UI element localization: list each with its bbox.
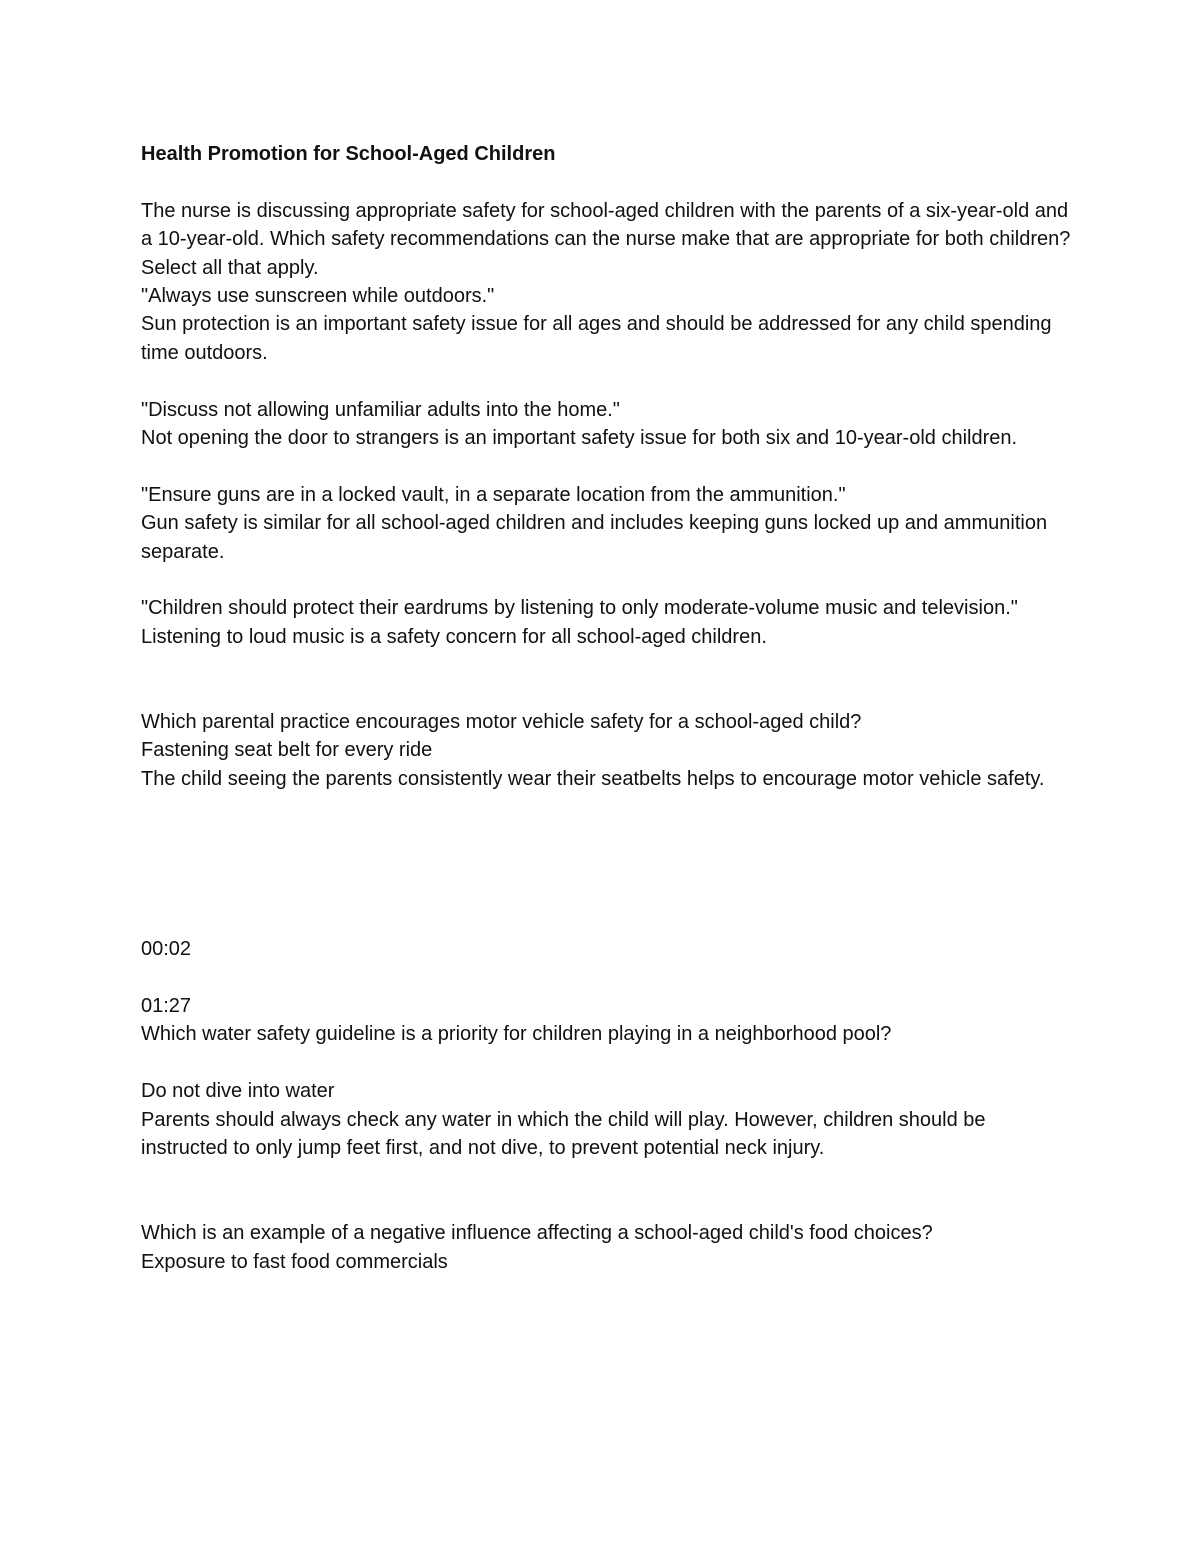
rationale-1-1: Sun protection is an important safety issue for all ages and should be addressed for any child spending time outdoors. xyxy=(141,313,1052,364)
answer-2: Fastening seat belt for every ride xyxy=(141,739,433,762)
timestamp: 00:02 xyxy=(141,938,192,961)
spacer xyxy=(141,452,1071,480)
answer-1-4: "Children should protect their eardrums by listening to only moderate-volume music and television." xyxy=(141,597,1018,620)
rationale-1-4: Listening to loud music is a safety concern for all school-aged children. xyxy=(141,625,767,648)
spacer xyxy=(141,793,1071,935)
spacer xyxy=(141,1162,1071,1219)
spacer xyxy=(141,964,1071,992)
question-3: Which water safety guideline is a priority for children playing in a neighborhood pool? xyxy=(141,1023,892,1046)
document-title: Health Promotion for School-Aged Children xyxy=(141,143,556,165)
document-page xyxy=(141,140,1071,1276)
rationale-1-2: Not opening the door to strangers is an important safety issue for both six and 10-year-old children. xyxy=(141,427,1018,450)
timestamp: 01:27 xyxy=(141,995,192,1018)
question-4: Which is an example of a negative influence affecting a school-aged child's food choices? xyxy=(141,1222,933,1245)
answer-1-1: "Always use sunscreen while outdoors." xyxy=(141,285,495,308)
rationale-1-3: Gun safety is similar for all school-aged children and includes keeping guns locked up and ammunition separate. xyxy=(141,512,1048,563)
spacer xyxy=(141,168,1071,196)
answer-4: Exposure to fast food commercials xyxy=(141,1250,448,1273)
question-2: Which parental practice encourages motor vehicle safety for a school-aged child? xyxy=(141,711,862,734)
rationale-3: Parents should always check any water in which the child will play. However, children should be instructed to only jump feet first, and not dive, to prevent potential neck injury. xyxy=(141,1108,986,1160)
question-1: The nurse is discussing appropriate safety for school-aged children with the parents of a six-year-old and a 10-year-old. Which safety recommendations can the nurse make that are appropriate for both children? xyxy=(141,199,1071,251)
spacer xyxy=(141,651,1071,708)
spacer xyxy=(141,566,1071,594)
rationale-2: The child seeing the parents consistently wear their seatbelts helps to encourage motor vehicle safety. xyxy=(141,767,1045,790)
question-1-instruction: Select all that apply. xyxy=(141,256,319,279)
spacer xyxy=(141,367,1071,395)
answer-3: Do not dive into water xyxy=(141,1080,335,1103)
spacer xyxy=(141,1049,1071,1077)
answer-1-3: "Ensure guns are in a locked vault, in a separate location from the ammunition." xyxy=(141,483,846,506)
answer-1-2: "Discuss not allowing unfamiliar adults into the home." xyxy=(141,398,620,421)
